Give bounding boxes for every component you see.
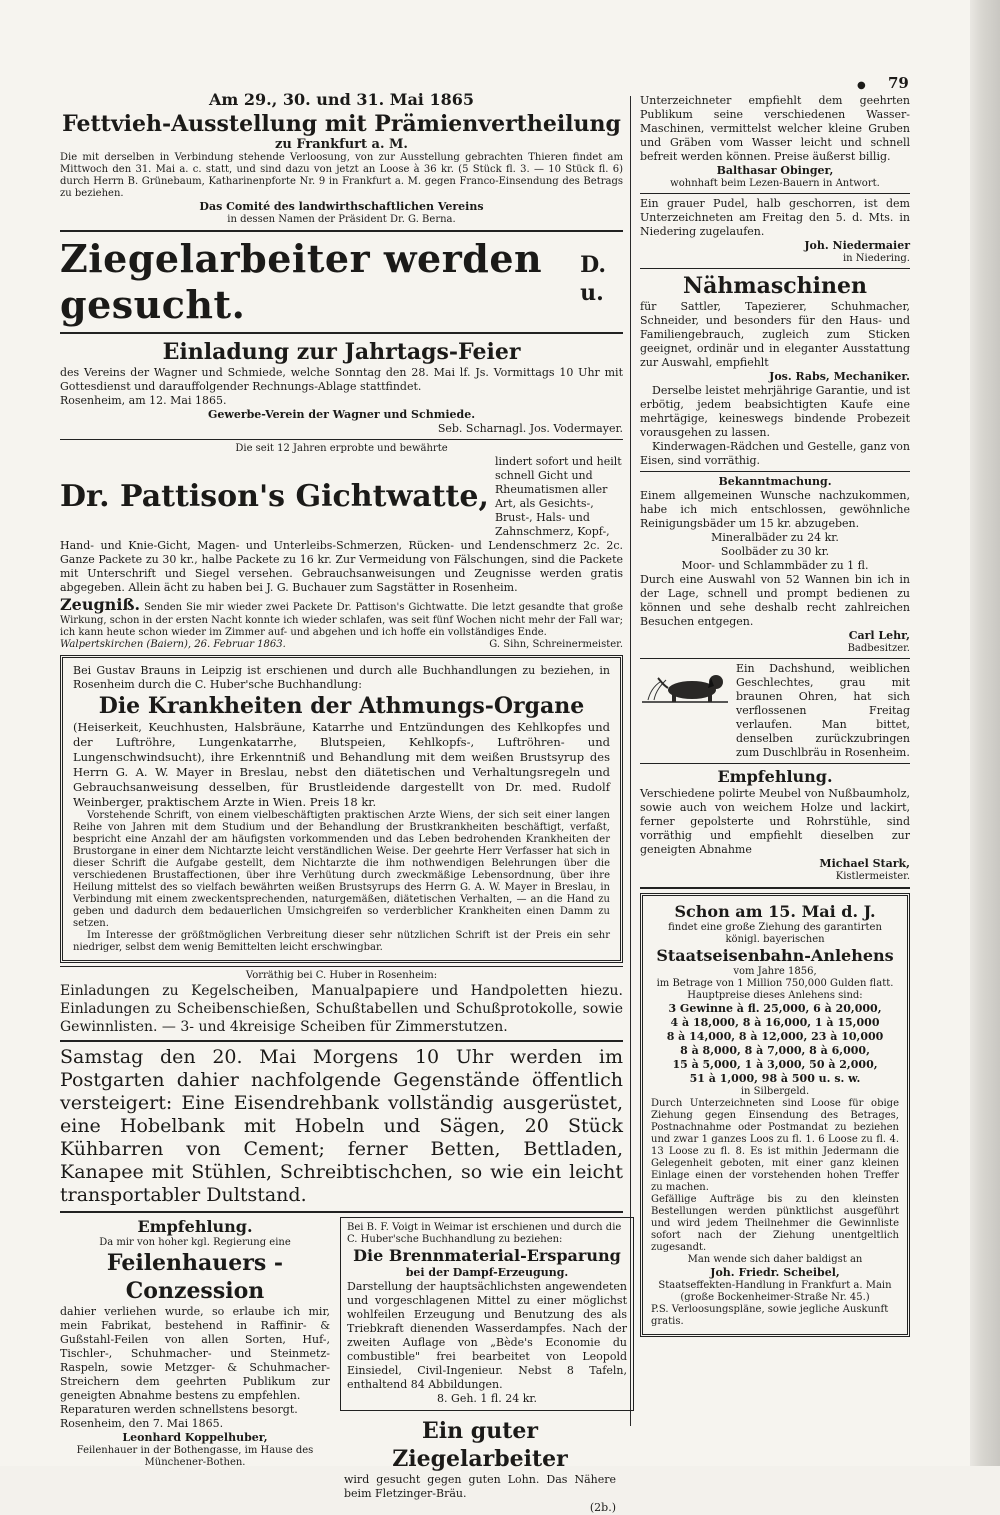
pudel-place: in Niedering. — [842, 253, 910, 264]
page-edge — [970, 0, 1000, 1466]
ad-pudel — [640, 197, 910, 265]
wasser-addr: wohnhaft beim Lezen-Bauern in Antwort. — [670, 178, 880, 189]
fettvieh-title: Fettvieh-Ausstellung mit Prämienvertheilung — [62, 111, 621, 137]
wasser-body: Unterzeichneter empfiehlt dem geehrten Publikum seine verschiedenen Wasser-Maschinen, vermittelst welcher kleine Gruben und Gräben vom Wasser leicht und schnell befreit werden können. Preise äußerst billig. — [640, 94, 910, 163]
ziegel2-title: Ein guter Ziegelarbeiter — [392, 1418, 568, 1472]
dachshund-illustration — [640, 662, 730, 706]
pudel-name: Joh. Niedermaier — [804, 239, 910, 252]
lotto-name: Joh. Friedr. Scheibel, — [710, 1266, 840, 1279]
book-title: Die Krankheiten der Athmungs-Organe — [98, 693, 585, 719]
wasser-name: Balthasar Obinger, — [716, 164, 834, 177]
ad-kegel — [60, 970, 623, 1036]
fettvieh-committee: Das Comité des landwirthschaftlichen Vereins — [199, 200, 484, 213]
moebel-title: Empfehlung. — [717, 767, 833, 786]
ad-wassermaschinen — [640, 94, 910, 190]
divider — [640, 658, 910, 659]
feilen-repair: Reparaturen werden schnellstens besorgt. — [60, 1403, 298, 1416]
divider — [60, 230, 623, 232]
brenn-intro: Bei B. F. Voigt in Weimar ist erschienen und durch die C. Huber'sche Buchhandlung zu beziehen: — [347, 1222, 622, 1245]
moebel-body: Verschiedene polirte Meubel von Nußbaumholz, sowie auch von weichem Holze und lackirt, ferner gepolsterte und Rohrstühle, sind vorräthig und empfiehlt dieselben zur geneigten Abnahme — [640, 787, 910, 856]
page-number: 79 — [888, 74, 909, 92]
jahrtag-names: Seb. Scharnagl. Jos. Vodermayer. — [437, 422, 623, 435]
ad-bekanntmachung — [640, 475, 910, 655]
divider — [640, 268, 910, 269]
bad-l3: Moor- und Schlammbäder zu 1 fl. — [681, 559, 869, 572]
naeh-body3: Kinderwagen-Rädchen und Gestelle, ganz von Eisen, sind vorräthig. — [640, 440, 910, 467]
left-column — [60, 90, 627, 1515]
fettvieh-date: Am 29., 30. und 31. Mai 1865 — [209, 90, 474, 109]
zeugniss-label: Zeugniß. — [60, 595, 141, 614]
lotto-prize-line: 51 à 1,000, 98 à 500 u. s. w. — [689, 1072, 861, 1085]
lotto-prize-line: 4 à 18,000, 8 à 16,000, 1 à 15,000 — [670, 1016, 880, 1029]
feilen-head: Empfehlung. — [137, 1217, 253, 1236]
divider — [60, 1211, 623, 1213]
divider — [60, 966, 623, 967]
divider — [60, 439, 623, 440]
bad-role: Badbesitzer. — [847, 643, 910, 654]
divider — [640, 193, 910, 194]
brenn-title: Die Brennmaterial-Ersparung — [353, 1246, 621, 1265]
right-column — [640, 94, 910, 1337]
moebel-name: Michael Stark, — [819, 857, 910, 870]
auction-body: Samstag den 20. Mai Morgens 10 Uhr werden im Postgarten dahier nachfolgende Gegenstände öffentlich versteigert: Eine Eisendrehbank vollständig ausgerüstet, eine Hobelbank mit Hobeln und Sägen, 20 Stück Kühbarren von Cement; ferner Betten, Bettladen, Kanapee mit Stühlen, Schreibtischchen, so wie ein leicht transportabler Dultstand. — [60, 1046, 623, 1206]
ad-jahrtag — [60, 338, 623, 436]
lotto-prize-line: 15 à 5,000, 1 à 3,000, 50 à 2,000, — [672, 1058, 878, 1071]
kegel-intro: Vorräthig bei C. Huber in Rosenheim: — [245, 970, 438, 981]
lotto-body: Durch Unterzeichneten sind Loose für obige Ziehung gegen Einsendung des Betrages, Postnachnahme oder Postmandat zu beziehen und zwar 1 ganzes Loos zu fl. 1. 6 Loose zu fl. 4. 13 Loose zu fl. 8. Es ist mithin Jedermann die Gelegenheit geboten, mit einer ganz kleinen Einlage einen der vorstehenden hohen Treffer zu machen. — [651, 1098, 899, 1193]
fettvieh-body: Die mit derselben in Verbindung stehende Verloosung, von zur Ausstellung gebrachten Thieren findet am Mittwoch den 31. Mai a. c. statt, und sind dazu von jetzt an Loose à 36 kr. (5 Stück fl. 3. — 10 Stück fl. 6) durch Herrn B. Grünebaum, Katharinenpforte Nr. 9 in Frankfurt a. M. gegen Franco-Einsendung des Betrags zu beziehen. — [60, 152, 623, 199]
naeh-body: für Sattler, Tapezierer, Schuhmacher, Schneider, und besonders für den Haus- und Familiengebrauch, zugleich zum Sticken geeignet, ordinär und in eleganter Ausstattung zur Auswahl, empfiehlt — [640, 300, 910, 369]
bad-body: Einem allgemeinen Wunsche nachzukommen, habe ich mich entschlossen, gewöhnliche Reinigungsbäder um 15 kr. abzugeben. — [640, 489, 910, 530]
divider — [640, 887, 910, 889]
lotto-intro: findet eine große Ziehung des garantirten königl. bayerischen — [668, 922, 882, 945]
zeugniss-sign: G. Sihn, Schreinermeister. — [489, 639, 623, 650]
ad-ziegelarbeiter-2 — [340, 1411, 620, 1515]
lotto-body3: Man wende sich daher baldigst an — [687, 1254, 863, 1265]
pudel-body: Ein grauer Pudel, halb geschorren, ist dem Unterzeichneten am Freitag den 5. d. Mts. in Niedering zugelaufen. — [640, 197, 910, 238]
lotto-title: Staatseisenbahn-Anlehens — [656, 946, 894, 965]
feilen-name: Leonhard Koppelhuber, — [122, 1431, 268, 1444]
divider — [60, 332, 623, 334]
ziegel-title: Ziegelarbeiter werden gesucht. — [60, 236, 543, 327]
feilen-date: Rosenheim, den 7. Mai 1865. — [60, 1417, 224, 1430]
bad-l2: Soolbäder zu 30 kr. — [720, 545, 830, 558]
ad-versteigerung — [60, 1046, 623, 1207]
divider — [60, 1040, 623, 1042]
lotto-amount: im Betrage von 1 Million 750,000 Gulden flatt. — [656, 978, 894, 989]
moebel-role: Kistlermeister. — [835, 871, 910, 882]
ziegel2-num: (2b.) — [589, 1501, 616, 1514]
jahrtag-body: des Vereins der Wagner und Schmiede, welche Sonntag den 28. Mai lf. Js. Vormittags 10 Uhr mit Gottesdienst und darauffolgender Rechnungs-Ablage stattfindet. — [60, 366, 623, 393]
feilen-title: Feilenhauers - Conzession — [106, 1250, 284, 1304]
gicht-intro: Die seit 12 Jahren erprobte und bewährte — [235, 443, 448, 454]
ad-staatseisenbahn — [640, 893, 910, 1337]
ad-brennmaterial — [340, 1217, 634, 1411]
jahrtag-org: Gewerbe-Verein der Wagner und Schmiede. — [207, 408, 476, 421]
lotto-prize-line: 8 à 8,000, 8 à 7,000, 8 à 6,000, — [680, 1044, 870, 1057]
naeh-name: Jos. Rabs, Mechaniker. — [769, 370, 910, 383]
ad-naehmaschinen — [640, 272, 910, 468]
kegel-body: Einladungen zu Kegelscheiben, Manualpapiere und Handpoletten hiezu. Einladungen zu Scheibenschießen, Schußtabellen und Schußprotokolle, sowie Gewinnlisten. — 3- und 4kreisige Scheiben für Zimmerstutzen. — [60, 983, 623, 1035]
lotto-date: Schon am 15. Mai d. J. — [674, 902, 876, 921]
bad-title: Bekanntmachung. — [718, 475, 832, 488]
lotto-firm: Staatseffekten-Handlung in Frankfurt a. Main (große Bockenheimer-Straße Nr. 45.) — [658, 1280, 892, 1303]
lotto-year: vom Jahre 1856, — [733, 966, 817, 977]
ziegel-suffix: D. u. — [580, 252, 607, 306]
lotto-prizes-head: Hauptpreise dieses Anlehens sind: — [687, 990, 863, 1001]
naeh-title: Nähmaschinen — [682, 273, 867, 299]
ad-dachshund — [640, 662, 910, 760]
lotto-ps: P.S. Verloosungspläne, sowie jegliche Auskunft gratis. — [651, 1304, 889, 1327]
brenn-body: Darstellung der hauptsächlichsten angewendeten und vorgeschlagenen Mittel zu einer möglichst wohlfeilen Erzeugung und Benutzung des als Triebkraft dienenden Wasserdampfes. Nach der zweiten Auflage von „Bède's Economie du combustible" frei bearbeitet von Leopold Einsiedel, Civil-Ingenieur. Nebst 8 Tafeln, enthaltend 84 Abbildungen. — [347, 1280, 627, 1391]
book-desc: (Heiserkeit, Keuchhusten, Halsbräune, Katarrhe und Entzündungen des Kehlkopfes und der Luftröhre, Lungenkatarrhe, Blutspeien, Kehlkopfs-, Luftröhren- und Lungenschwindsucht), ihre Erkenntniß und Behandlung mit dem weißen Brustsyrup des Herrn G. A. W. Mayer in Breslau, nebst den diätetischen und Verhaltungsregeln und Gebrauchsanweisung desselben, für Brustleidende dargestellt von Dr. med. Rudolf Weinberger, praktischem Arzte in Wien. Preis 18 kr. — [73, 720, 610, 809]
feilen-addr: Feilenhauer in der Bothengasse, im Hause des Münchener-Bothen. — [76, 1445, 314, 1468]
jahrtag-title: Einladung zur Jahrtags-Feier — [162, 339, 521, 365]
lotto-prize-line: 3 Gewinne à fl. 25,000, 6 à 20,000, — [668, 1002, 882, 1015]
book-intro: Bei Gustav Brauns in Leipzig ist erschienen und durch alle Buchhandlungen zu beziehen, in Rosenheim durch die C. Huber'sche Buchhandlung: — [73, 664, 610, 691]
lotto-prize-line: 8 à 14,000, 8 à 12,000, 23 à 10,000 — [666, 1030, 884, 1043]
lotto-prize-line: in Silbergeld. — [740, 1086, 810, 1097]
ad-fettvieh — [60, 90, 623, 226]
ad-feilenhauer — [60, 1217, 330, 1515]
fettvieh-place: zu Frankfurt a. M. — [275, 137, 408, 152]
naeh-body2: Derselbe leistet mehrjährige Garantie, und ist erbötig, jedem beabsichtigten Kaufe eine mehrtägige, keineswegs bindende Probezeit vorausgehen zu lassen. — [640, 384, 910, 439]
page-dot: ● — [857, 80, 866, 91]
ad-meubel — [640, 767, 910, 883]
book-body2: Im Interesse der größtmöglichen Verbreitung dieser sehr nützlichen Schrift ist der Preis ein sehr niedriger, selbst dem wenig Bemittelten leicht erschwingbar. — [73, 930, 610, 953]
brenn-sub: bei der Dampf-Erzeugung. — [405, 1266, 569, 1279]
dachs-body: Ein Dachshund, weiblichen Geschlechtes, grau mit braunen Ohren, hat sich verflossenen Freitag verlaufen. Man bittet, denselben zurückzubringen zum Duschlbräu in Rosenheim. — [736, 662, 910, 759]
zeugniss-place: Walpertskirchen (Baiern), 26. Februar 1863. — [60, 639, 286, 650]
feilen-intro: Da mir von hoher kgl. Regierung eine — [99, 1237, 291, 1248]
bad-l1: Mineralbäder zu 24 kr. — [711, 531, 839, 544]
ad-ziegelarbeiter — [60, 236, 623, 328]
brenn-price: 8. Geh. 1 fl. 24 kr. — [437, 1392, 537, 1405]
bad-body2: Durch eine Auswahl von 52 Wannen bin ich in der Lage, schnell und prompt bedienen zu können und sehe deshalb recht zahlreichen Besuchen entgegen. — [640, 573, 910, 628]
gicht-body: Hand- und Knie-Gicht, Magen- und Unterleibs-Schmerzen, Rücken- und Lendenschmerz 2c. 2c. Ganze Packete zu 30 kr., halbe Packete zu 16 kr. Zur Vermeidung von Fälschungen, sind die Packete mit Unterschrift und Siegel versehen. Gebrauchsanweisungen und Zeugnisse werden gratis abgegeben. Allein ächt zu haben bei J. G. Buchauer zum Sagstätter in Rosenheim. — [60, 539, 623, 594]
divider — [640, 471, 910, 472]
ziegel2-body: wird gesucht gegen guten Lohn. Das Nähere beim Fletzinger-Bräu. — [344, 1473, 616, 1500]
ad-gichtwatte — [60, 443, 623, 651]
bad-name: Carl Lehr, — [848, 629, 910, 642]
zeugniss-text: Senden Sie mir wieder zwei Packete Dr. Pattison's Gichtwatte. Die letzt gesandte that große Wirkung, schon in der ersten Nacht konnte ich wieder schlafen, was seit fünf Wochen nicht mehr der Fall war; ich kann heute schon wieder im Zimmer auf- und abgehen und ich hoffe ein vollständiges Ende. — [60, 602, 623, 638]
jahrtag-date: Rosenheim, am 12. Mai 1865. — [60, 394, 227, 407]
gicht-title: Dr. Pattison's Gichtwatte, — [60, 479, 489, 514]
ad-athmungs-book — [60, 655, 623, 963]
lotto-body2: Gefällige Aufträge bis zu den kleinsten Bestellungen werden pünktlichst ausgeführt und wird jedem Theilnehmer die Gewinnliste sofort nach der Ziehung unentgeltlich zugesandt. — [651, 1194, 899, 1253]
fettvieh-president: in dessen Namen der Präsident Dr. G. Berna. — [227, 214, 456, 225]
gicht-desc: lindert sofort und heilt schnell Gicht und Rheumatismen aller Art, als Gesichts-, Brust-, Hals- und Zahnschmerz, Kopf-, — [494, 455, 622, 538]
divider — [640, 763, 910, 764]
feilen-body: dahier verliehen wurde, so erlaube ich mir, mein Fabrikat, bestehend in Raffinir- & Gußstahl-Feilen von allen Sorten, Huf-, Tischler-, Schuhmacher- und Steinmetz-Raspeln, sowie Metzger- & Schuhmacher-Streichern dem geehrten Publikum zur geneigten Abnahme bestens zu empfehlen. — [60, 1305, 330, 1402]
book-body: Vorstehende Schrift, von einem vielbeschäftigten praktischen Arzte Wiens, der sich seit einer langen Reihe von Jahren mit dem Studium und der Behandlung der Brustkrankheiten beschäftigt, verfaßt, bespricht eine Anzahl der am häufigsten vorkommenden und das Leben bedrohenden Krankheiten der Brustorgane in einer dem Nichtarzte leicht verständlichen Weise. Der geehrte Herr Verfasser hat sich in dieser Schrift die Aufgabe gestellt, dem Nichtarzte die ihm nothwendigen Belehrungen über die verschiedenen Brustaffectionen, über ihre Verhütung durch zweckmäßige Lebensordnung, über ihre Heilung mittelst des so vielfach bewährten weißen Brustsyrups des Herrn G. A. W. Mayer in Breslau, in Verbindung mit einem zweckentsprechenden, naturgemäßen, diätetischen Verhalten, — an die Hand zu geben und dadurch dem bedauerlichen Umsichgreifen so verderblicher Krankheiten einen Damm zu setzen. — [73, 810, 610, 929]
